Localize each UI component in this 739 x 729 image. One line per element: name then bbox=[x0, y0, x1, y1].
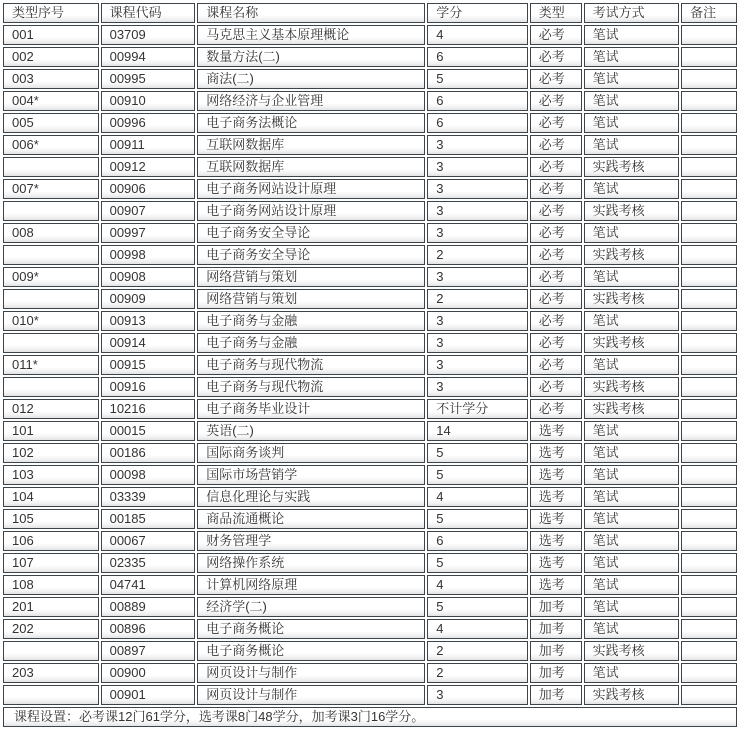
table-cell: 笔试 bbox=[584, 223, 680, 243]
table-cell: 笔试 bbox=[584, 25, 680, 45]
table-cell: 04741 bbox=[101, 575, 196, 595]
table-cell: 108 bbox=[3, 575, 99, 595]
table-row bbox=[3, 619, 737, 639]
table-row bbox=[3, 113, 737, 133]
footer-row bbox=[3, 707, 737, 727]
table-row bbox=[3, 223, 737, 243]
table-cell: 笔试 bbox=[584, 487, 680, 507]
table-cell: 003 bbox=[3, 69, 99, 89]
table-row bbox=[3, 597, 737, 617]
table-cell: 011* bbox=[3, 355, 99, 375]
table-cell bbox=[681, 201, 737, 221]
column-header: 类型 bbox=[530, 3, 582, 23]
table-cell: 00896 bbox=[101, 619, 196, 639]
table-cell: 网络营销与策划 bbox=[197, 267, 425, 287]
table-cell: 10216 bbox=[101, 399, 196, 419]
table-cell: 必考 bbox=[530, 245, 582, 265]
table-cell: 必考 bbox=[530, 377, 582, 397]
table-cell: 3 bbox=[427, 333, 528, 353]
table-cell: 必考 bbox=[530, 157, 582, 177]
table-row bbox=[3, 289, 737, 309]
table-row bbox=[3, 311, 737, 331]
table-cell: 电子商务与现代物流 bbox=[197, 377, 425, 397]
table-cell: 3 bbox=[427, 267, 528, 287]
table-cell: 英语(二) bbox=[197, 421, 425, 441]
table-cell: 3 bbox=[427, 311, 528, 331]
table-cell: 2 bbox=[427, 245, 528, 265]
table-cell: 电子商务安全导论 bbox=[197, 245, 425, 265]
table-cell: 00916 bbox=[101, 377, 196, 397]
table-cell: 6 bbox=[427, 91, 528, 111]
table-cell bbox=[681, 399, 737, 419]
table-cell: 必考 bbox=[530, 311, 582, 331]
table-row bbox=[3, 377, 737, 397]
table-cell: 计算机网络原理 bbox=[197, 575, 425, 595]
table-cell: 笔试 bbox=[584, 619, 680, 639]
table-cell bbox=[681, 223, 737, 243]
table-cell: 经济学(二) bbox=[197, 597, 425, 617]
table-cell: 实践考核 bbox=[584, 685, 680, 705]
table-cell: 笔试 bbox=[584, 421, 680, 441]
table-cell: 商法(二) bbox=[197, 69, 425, 89]
table-cell bbox=[3, 641, 99, 661]
table-cell: 00907 bbox=[101, 201, 196, 221]
table-cell: 001 bbox=[3, 25, 99, 45]
table-cell bbox=[3, 289, 99, 309]
table-row bbox=[3, 663, 737, 683]
table-cell: 00900 bbox=[101, 663, 196, 683]
table-cell: 6 bbox=[427, 47, 528, 67]
table-cell: 14 bbox=[427, 421, 528, 441]
table-cell: 5 bbox=[427, 509, 528, 529]
table-cell bbox=[681, 619, 737, 639]
table-cell: 00897 bbox=[101, 641, 196, 661]
table-cell: 5 bbox=[427, 553, 528, 573]
table-cell: 5 bbox=[427, 597, 528, 617]
table-cell: 笔试 bbox=[584, 509, 680, 529]
table-cell: 马克思主义基本原理概论 bbox=[197, 25, 425, 45]
table-cell bbox=[681, 487, 737, 507]
table-cell: 104 bbox=[3, 487, 99, 507]
table-row bbox=[3, 465, 737, 485]
table-cell bbox=[681, 421, 737, 441]
table-cell: 00910 bbox=[101, 91, 196, 111]
table-row bbox=[3, 355, 737, 375]
table-cell: 选考 bbox=[530, 421, 582, 441]
table-row bbox=[3, 201, 737, 221]
table-cell: 必考 bbox=[530, 47, 582, 67]
table-cell: 加考 bbox=[530, 641, 582, 661]
table-cell bbox=[681, 663, 737, 683]
table-cell: 实践考核 bbox=[584, 289, 680, 309]
table-cell: 012 bbox=[3, 399, 99, 419]
table-row bbox=[3, 421, 737, 441]
table-cell bbox=[681, 509, 737, 529]
table-cell: 03709 bbox=[101, 25, 196, 45]
table-cell: 00914 bbox=[101, 333, 196, 353]
table-cell: 3 bbox=[427, 355, 528, 375]
table-cell: 国际商务谈判 bbox=[197, 443, 425, 463]
table-cell bbox=[681, 575, 737, 595]
table-cell: 电子商务与金融 bbox=[197, 333, 425, 353]
table-cell bbox=[681, 135, 737, 155]
table-row bbox=[3, 47, 737, 67]
table-cell: 必考 bbox=[530, 135, 582, 155]
table-cell: 笔试 bbox=[584, 531, 680, 551]
table-row bbox=[3, 509, 737, 529]
table-cell: 加考 bbox=[530, 685, 582, 705]
table-cell: 实践考核 bbox=[584, 201, 680, 221]
table-cell bbox=[681, 465, 737, 485]
table-row bbox=[3, 443, 737, 463]
table-row bbox=[3, 91, 737, 111]
table-cell bbox=[681, 69, 737, 89]
table-cell bbox=[681, 377, 737, 397]
table-cell: 加考 bbox=[530, 619, 582, 639]
table-cell: 102 bbox=[3, 443, 99, 463]
table-cell: 00889 bbox=[101, 597, 196, 617]
table-cell: 00908 bbox=[101, 267, 196, 287]
table-cell: 3 bbox=[427, 223, 528, 243]
table-cell: 笔试 bbox=[584, 91, 680, 111]
table-cell: 互联网数据库 bbox=[197, 157, 425, 177]
table-cell: 笔试 bbox=[584, 597, 680, 617]
table-cell: 5 bbox=[427, 69, 528, 89]
table-cell: 网络经济与企业管理 bbox=[197, 91, 425, 111]
table-cell: 00996 bbox=[101, 113, 196, 133]
table-cell: 选考 bbox=[530, 465, 582, 485]
table-cell: 3 bbox=[427, 135, 528, 155]
table-cell: 009* bbox=[3, 267, 99, 287]
course-summary: 课程设置：必考课12门61学分，选考课8门48学分，加考课3门16学分。 bbox=[3, 707, 737, 727]
table-cell: 202 bbox=[3, 619, 99, 639]
table-cell: 00994 bbox=[101, 47, 196, 67]
table-row bbox=[3, 553, 737, 573]
table-cell: 必考 bbox=[530, 289, 582, 309]
table-cell: 00998 bbox=[101, 245, 196, 265]
course-table bbox=[1, 1, 739, 729]
table-cell: 00997 bbox=[101, 223, 196, 243]
table-cell: 网页设计与制作 bbox=[197, 685, 425, 705]
header-row bbox=[3, 3, 737, 23]
table-cell: 00912 bbox=[101, 157, 196, 177]
table-cell: 必考 bbox=[530, 201, 582, 221]
table-cell: 2 bbox=[427, 641, 528, 661]
column-header: 学分 bbox=[427, 3, 528, 23]
table-cell: 010* bbox=[3, 311, 99, 331]
table-cell: 00185 bbox=[101, 509, 196, 529]
table-cell: 电子商务与现代物流 bbox=[197, 355, 425, 375]
table-cell: 00915 bbox=[101, 355, 196, 375]
table-cell bbox=[681, 289, 737, 309]
table-cell: 互联网数据库 bbox=[197, 135, 425, 155]
table-cell: 007* bbox=[3, 179, 99, 199]
table-cell: 电子商务概论 bbox=[197, 619, 425, 639]
table-cell: 6 bbox=[427, 531, 528, 551]
table-cell: 004* bbox=[3, 91, 99, 111]
table-cell: 笔试 bbox=[584, 267, 680, 287]
table-cell: 国际市场营销学 bbox=[197, 465, 425, 485]
table-cell: 4 bbox=[427, 487, 528, 507]
table-cell bbox=[681, 641, 737, 661]
table-row bbox=[3, 25, 737, 45]
table-row bbox=[3, 685, 737, 705]
table-cell: 必考 bbox=[530, 223, 582, 243]
table-cell bbox=[681, 267, 737, 287]
table-cell: 4 bbox=[427, 25, 528, 45]
table-cell: 加考 bbox=[530, 597, 582, 617]
table-cell: 103 bbox=[3, 465, 99, 485]
table-cell: 4 bbox=[427, 619, 528, 639]
table-row bbox=[3, 399, 737, 419]
table-cell bbox=[681, 531, 737, 551]
table-cell: 笔试 bbox=[584, 355, 680, 375]
table-cell: 03339 bbox=[101, 487, 196, 507]
table-cell bbox=[681, 179, 737, 199]
column-header: 类型序号 bbox=[3, 3, 99, 23]
table-cell: 选考 bbox=[530, 443, 582, 463]
table-cell bbox=[681, 553, 737, 573]
table-cell: 00906 bbox=[101, 179, 196, 199]
table-cell: 商品流通概论 bbox=[197, 509, 425, 529]
table-row bbox=[3, 487, 737, 507]
table-cell: 105 bbox=[3, 509, 99, 529]
table-cell bbox=[681, 157, 737, 177]
table-row bbox=[3, 333, 737, 353]
table-cell: 必考 bbox=[530, 69, 582, 89]
table-cell: 笔试 bbox=[584, 47, 680, 67]
table-cell: 财务管理学 bbox=[197, 531, 425, 551]
table-row bbox=[3, 69, 737, 89]
table-cell: 加考 bbox=[530, 663, 582, 683]
table-cell bbox=[681, 113, 737, 133]
table-cell: 00913 bbox=[101, 311, 196, 331]
table-cell: 实践考核 bbox=[584, 641, 680, 661]
table-cell: 选考 bbox=[530, 575, 582, 595]
table-cell: 必考 bbox=[530, 399, 582, 419]
table-cell: 电子商务法概论 bbox=[197, 113, 425, 133]
table-cell: 选考 bbox=[530, 531, 582, 551]
table-cell: 网络营销与策划 bbox=[197, 289, 425, 309]
table-cell: 电子商务安全导论 bbox=[197, 223, 425, 243]
table-cell: 00911 bbox=[101, 135, 196, 155]
table-cell: 必考 bbox=[530, 267, 582, 287]
table-row bbox=[3, 267, 737, 287]
table-cell bbox=[3, 377, 99, 397]
table-cell bbox=[681, 47, 737, 67]
table-cell: 107 bbox=[3, 553, 99, 573]
table-row bbox=[3, 531, 737, 551]
table-cell: 数量方法(二) bbox=[197, 47, 425, 67]
table-cell: 实践考核 bbox=[584, 157, 680, 177]
table-cell: 00015 bbox=[101, 421, 196, 441]
table-cell: 201 bbox=[3, 597, 99, 617]
table-cell: 00901 bbox=[101, 685, 196, 705]
table-cell: 3 bbox=[427, 377, 528, 397]
table-cell bbox=[3, 333, 99, 353]
column-header: 备注 bbox=[681, 3, 737, 23]
table-cell: 002 bbox=[3, 47, 99, 67]
table-cell: 5 bbox=[427, 443, 528, 463]
table-cell: 实践考核 bbox=[584, 245, 680, 265]
table-cell: 005 bbox=[3, 113, 99, 133]
table-cell bbox=[3, 201, 99, 221]
table-cell: 008 bbox=[3, 223, 99, 243]
table-cell: 笔试 bbox=[584, 311, 680, 331]
table-cell: 6 bbox=[427, 113, 528, 133]
table-cell bbox=[3, 245, 99, 265]
table-cell: 3 bbox=[427, 201, 528, 221]
table-cell: 电子商务网站设计原理 bbox=[197, 179, 425, 199]
table-cell: 电子商务概论 bbox=[197, 641, 425, 661]
table-cell: 必考 bbox=[530, 91, 582, 111]
table-row bbox=[3, 157, 737, 177]
table-cell: 00186 bbox=[101, 443, 196, 463]
table-cell: 00995 bbox=[101, 69, 196, 89]
table-cell: 笔试 bbox=[584, 663, 680, 683]
table-cell: 不计学分 bbox=[427, 399, 528, 419]
table-cell: 电子商务网站设计原理 bbox=[197, 201, 425, 221]
table-cell: 006* bbox=[3, 135, 99, 155]
table-cell bbox=[3, 685, 99, 705]
table-cell: 00067 bbox=[101, 531, 196, 551]
table-cell: 必考 bbox=[530, 355, 582, 375]
table-cell: 笔试 bbox=[584, 553, 680, 573]
table-cell: 笔试 bbox=[584, 135, 680, 155]
table-cell: 选考 bbox=[530, 487, 582, 507]
table-cell: 3 bbox=[427, 157, 528, 177]
table-cell: 网络操作系统 bbox=[197, 553, 425, 573]
table-cell: 实践考核 bbox=[584, 333, 680, 353]
table-cell: 203 bbox=[3, 663, 99, 683]
table-cell bbox=[681, 333, 737, 353]
table-cell: 2 bbox=[427, 663, 528, 683]
table-cell: 00098 bbox=[101, 465, 196, 485]
table-cell: 实践考核 bbox=[584, 377, 680, 397]
table-cell: 选考 bbox=[530, 509, 582, 529]
table-row bbox=[3, 179, 737, 199]
table-cell bbox=[681, 355, 737, 375]
table-cell: 笔试 bbox=[584, 465, 680, 485]
table-cell: 必考 bbox=[530, 113, 582, 133]
table-row bbox=[3, 575, 737, 595]
table-cell: 笔试 bbox=[584, 443, 680, 463]
column-header: 考试方式 bbox=[584, 3, 680, 23]
column-header: 课程代码 bbox=[101, 3, 196, 23]
table-cell: 电子商务毕业设计 bbox=[197, 399, 425, 419]
table-row bbox=[3, 641, 737, 661]
table-row bbox=[3, 135, 737, 155]
table-cell bbox=[681, 443, 737, 463]
table-cell bbox=[681, 685, 737, 705]
table-cell: 101 bbox=[3, 421, 99, 441]
table-cell bbox=[3, 157, 99, 177]
table-cell: 必考 bbox=[530, 333, 582, 353]
table-cell: 网页设计与制作 bbox=[197, 663, 425, 683]
table-cell: 实践考核 bbox=[584, 399, 680, 419]
table-cell bbox=[681, 91, 737, 111]
table-cell bbox=[681, 311, 737, 331]
table-cell: 02335 bbox=[101, 553, 196, 573]
table-cell: 笔试 bbox=[584, 69, 680, 89]
table-cell: 4 bbox=[427, 575, 528, 595]
table-cell: 笔试 bbox=[584, 575, 680, 595]
table-cell bbox=[681, 245, 737, 265]
table-cell: 106 bbox=[3, 531, 99, 551]
table-cell bbox=[681, 25, 737, 45]
table-cell: 信息化理论与实践 bbox=[197, 487, 425, 507]
table-cell: 电子商务与金融 bbox=[197, 311, 425, 331]
table-cell: 00909 bbox=[101, 289, 196, 309]
table-cell: 选考 bbox=[530, 553, 582, 573]
table-cell: 笔试 bbox=[584, 179, 680, 199]
column-header: 课程名称 bbox=[197, 3, 425, 23]
table-cell: 必考 bbox=[530, 179, 582, 199]
table-cell: 必考 bbox=[530, 25, 582, 45]
table-cell: 5 bbox=[427, 465, 528, 485]
table-row bbox=[3, 245, 737, 265]
table-cell: 3 bbox=[427, 685, 528, 705]
table-cell: 3 bbox=[427, 179, 528, 199]
table-cell: 笔试 bbox=[584, 113, 680, 133]
table-cell: 2 bbox=[427, 289, 528, 309]
table-body bbox=[3, 25, 737, 705]
table-cell bbox=[681, 597, 737, 617]
